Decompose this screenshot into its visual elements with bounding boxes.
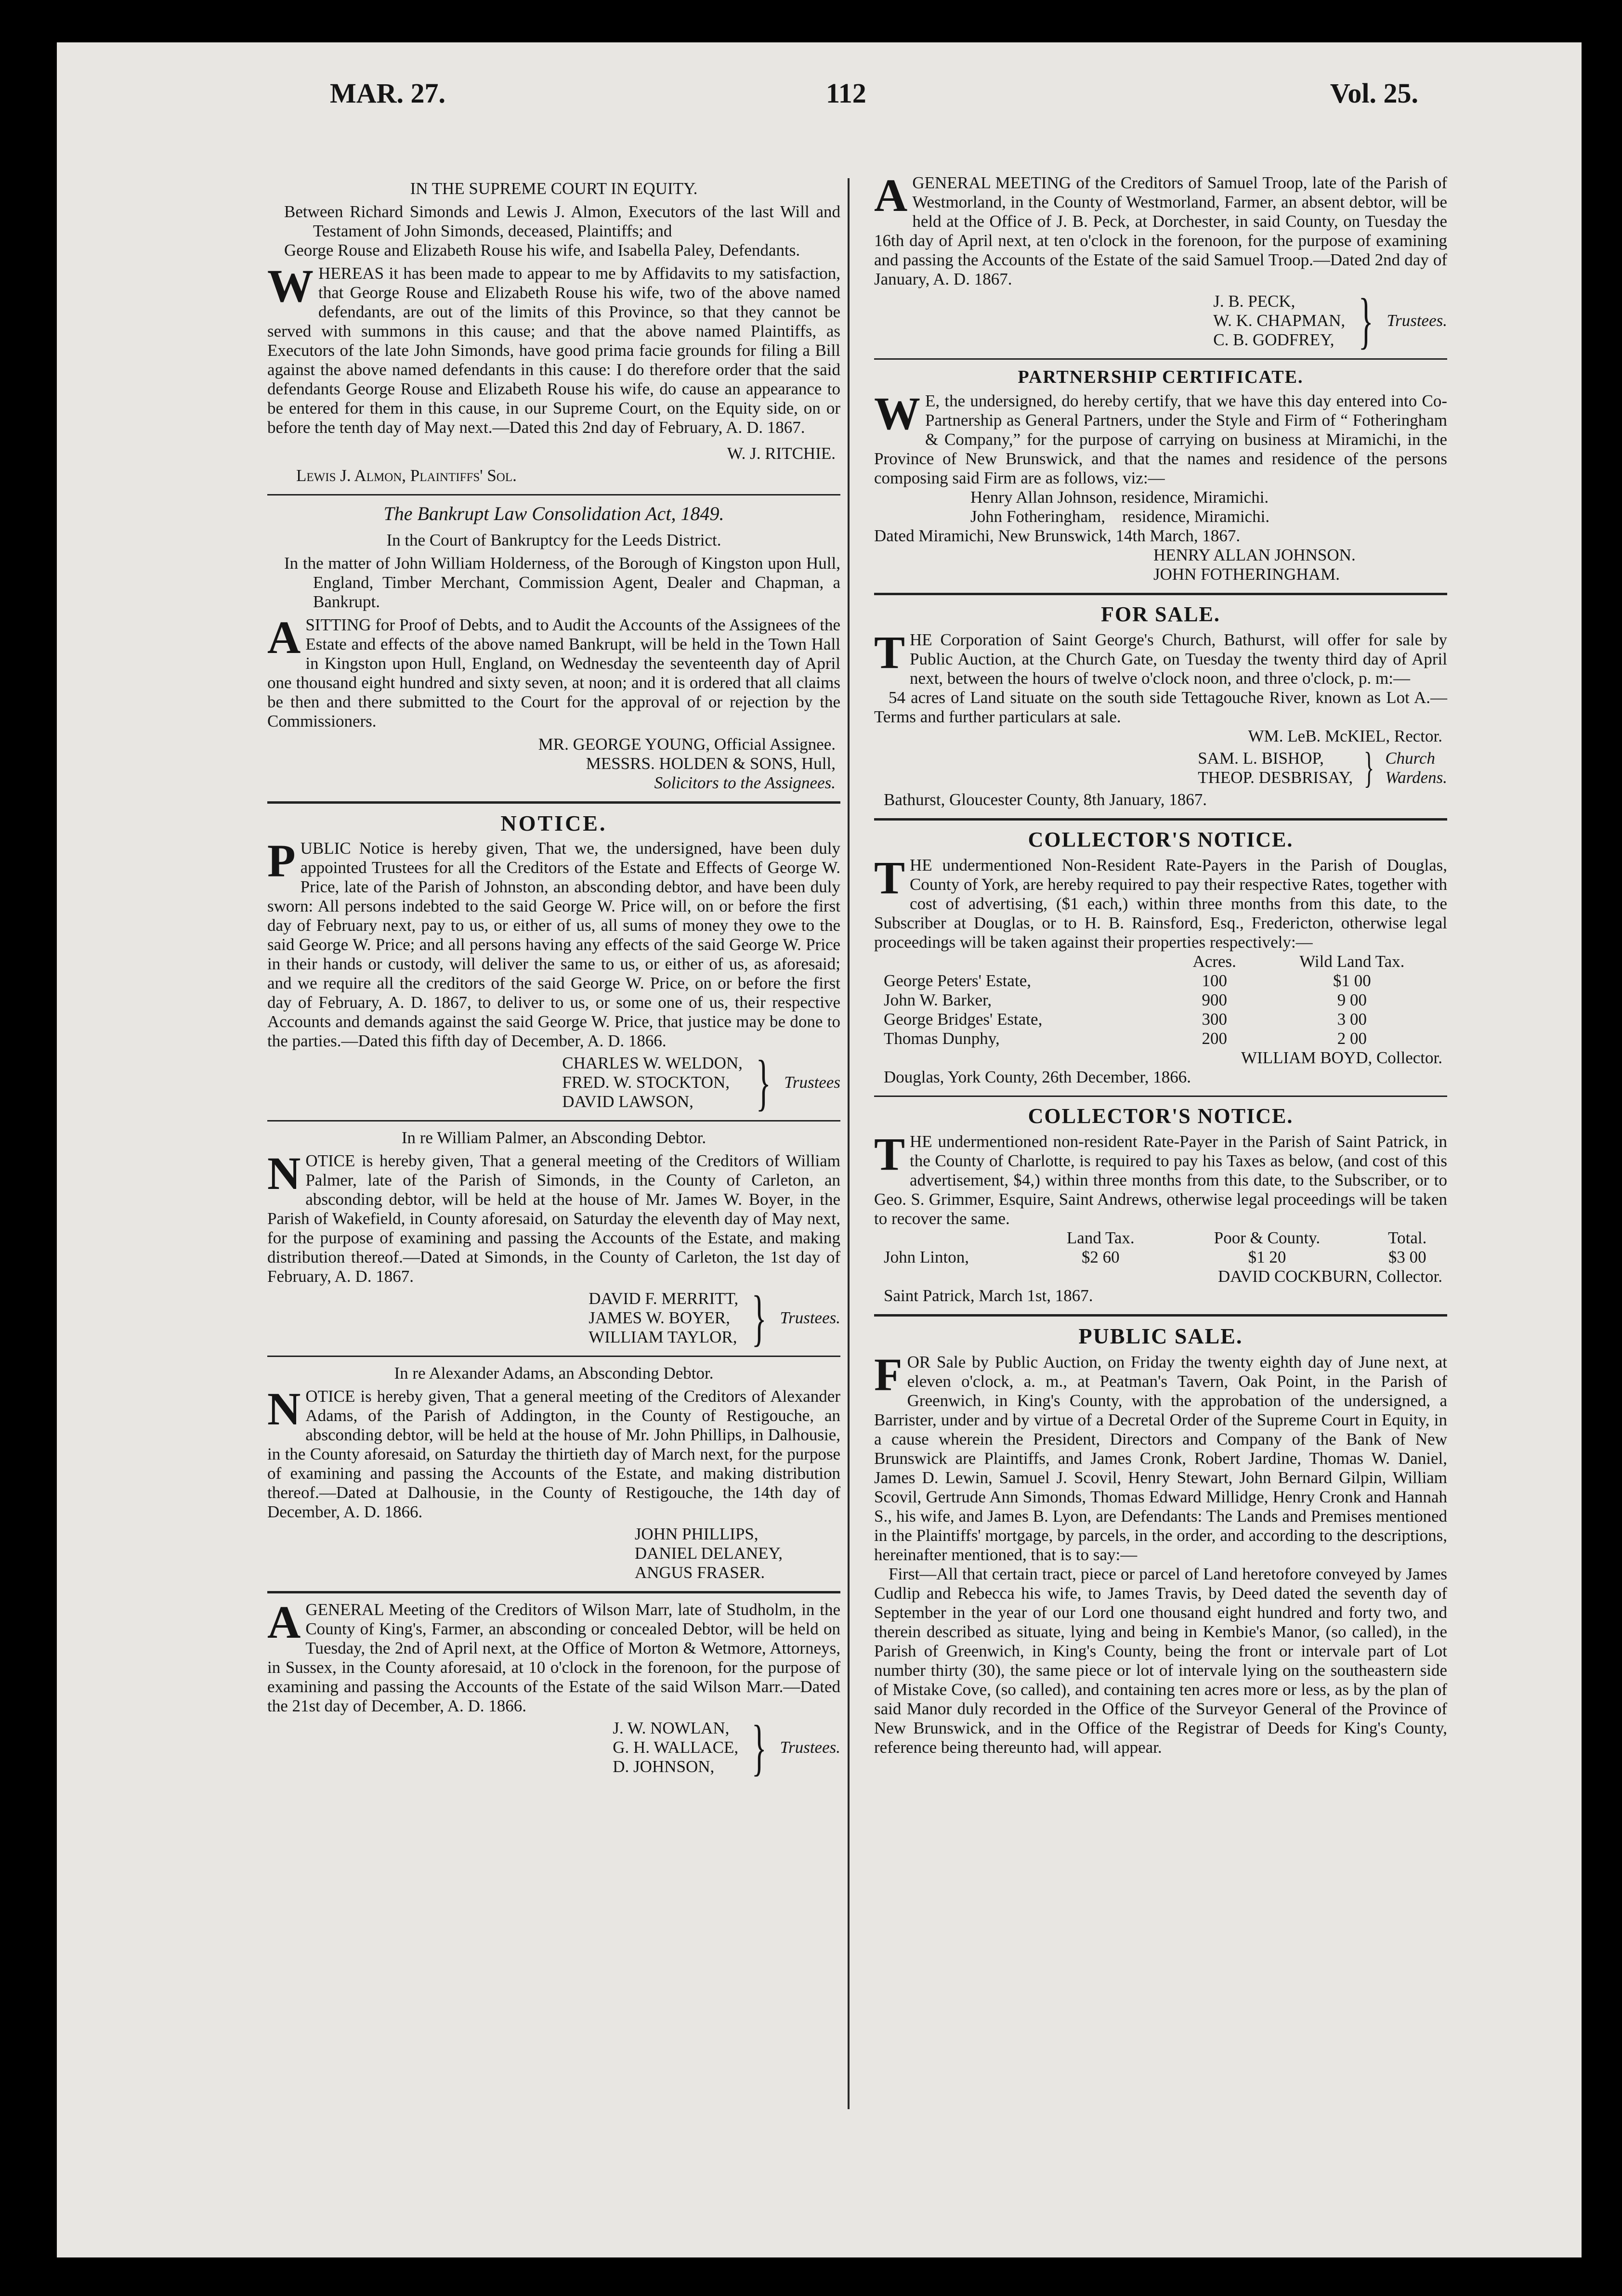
payer-acres: 300 [1202,1010,1227,1029]
troop-notice [874,170,1447,355]
equity-parties-defendants: George Rouse and Elizabeth Rouse his wife, and Isabella Paley, Defendants. [284,241,800,260]
trustee-name: WILLIAM TAYLOR, [589,1328,737,1346]
payer-tax: 9 00 [1337,991,1367,1009]
page-number: 112 [826,78,866,109]
bankrupt-solicitors-role: Solicitors to the Assignees. [654,773,836,792]
trustee-name: CHARLES W. WELDON, [562,1054,743,1072]
equity-solicitor: Lewis J. Almon, Plaintiffs' Sol. [296,466,517,485]
for-sale-dated: Bathurst, Gloucester County, 8th January, 1867. [884,790,1207,809]
partner-residence: Henry Allan Johnson, residence, Miramichi. [970,488,1269,507]
collector-title: COLLECTOR'S NOTICE. [1028,828,1294,851]
trustee-name: DAVID F. MERRITT, [589,1289,739,1308]
trustee-name: DANIEL DELANEY, [634,1544,783,1563]
partnership-dated: Dated Miramichi, New Brunswick, 14th March, 1867. [874,526,1241,545]
drop-cap: N [267,1148,301,1199]
payer-acres: 100 [1202,971,1227,990]
public-sale-first-parcel: First—All that certain tract, piece or parcel of Land heretofore conveyed by James Cudlip and Rebecca his wife, to James Travis, by Deed dated the seventh day of September in the year of our Lord one thousand eight hundred and forty two, and therein described as situate, lying and being in Kembie's Manor, (so called), in the Parish of Greenwich, in King's County, being the front or intervale part of Lot number thirty (30), the same piece or lot of intervale lying on the southeastern side of Mistake Cove, (so called), and containing ten acres more or less, as by the plan of said Manor duly recorded in the Office of the Surveyor General of the Province of New Brunswick, and in the Office of the Registrar of Deeds for King's County, reference being thereunto had, will appear. [874,1565,1447,1757]
drop-cap: N [267,1383,301,1435]
trustee-role: Trustees. [1387,311,1447,330]
trustee-role: Trustees. [780,1738,840,1757]
warden-name: SAM. L. BISHOP, [1198,749,1324,768]
section-rule [874,1314,1447,1317]
partnership-body-text: E, the undersigned, do hereby certify, that we have this day entered into Co-Partnership as General Partners, under the Style and Firm of “ Fotheringham & Company,” for the purpose of carrying on business at Miramichi, in the Province of New Brunswick, and that the names and residence of the persons composing said Firm are as follows, viz:— [874,391,1447,487]
equity-notice [267,179,840,485]
partner-signature: JOHN FOTHERINGHAM. [1153,565,1340,584]
drop-cap: T [874,1128,905,1180]
warden-role: Church [1385,749,1436,768]
collector-signature: DAVID COCKBURN, Collector. [1217,1267,1442,1286]
equity-title: IN THE SUPREME COURT IN EQUITY. [410,179,698,198]
drop-cap: W [267,260,314,312]
tax-table [874,1228,1447,1267]
equity-parties-plaintiffs: Between Richard Simonds and Lewis J. Almon, Executors of the last Will and Testament of John Simonds, deceased, Plaintiffs; and [284,202,840,240]
marr-body-text: GENERAL Meeting of the Creditors of Wilson Marr, late of Studholm, in the County of King's, Farmer, an absconding or concealed Debtor, will be held on Tuesday, the 2nd of April next, at the Office of Morton & Wetmore, Attorneys, in Sussex, in the County aforesaid, at 10 o'clock in the forenoon, for the purpose of examining and passing the Accounts of the Estate of the said Wilson Marr.—Dated the 21st day of December, A. D. 1866. [267,1600,840,1715]
issue-date: MAR. 27. [330,78,446,109]
trustee-name: JAMES W. BOYER, [589,1308,730,1327]
column-divider [848,178,850,2109]
marr-trustees [267,1713,840,1782]
table-row [874,1010,1447,1029]
church-wardens [874,744,1447,792]
brace-glyph: } [1363,744,1374,792]
equity-judge: W. J. RITCHIE. [727,444,836,463]
rate-payers-table [874,952,1447,1048]
for-sale-rector: WM. LeB. McKIEL, Rector. [1248,727,1442,745]
bankrupt-body [267,612,840,731]
column-header: Total. [1388,1228,1427,1247]
table-header-row [874,952,1447,971]
section-rule [874,1096,1447,1097]
notice-title: NOTICE. [500,811,607,835]
column-header: Wild Land Tax. [1299,952,1405,971]
palmer-trustees [267,1283,840,1353]
table-header-row [874,1228,1447,1248]
troop-body-text: GENERAL MEETING of the Creditors of Samuel Troop, late of the Parish of Westmorland, in the County of Westmorland, Farmer, an absent debtor, will be held at the Office of J. B. Peck, at Dorchester, in said County, on Tuesday the 16th day of April next, at ten o'clock in the forenoon, for the purpose of examining and passing the Accounts of the Estate of the said Samuel Troop.—Dated 2nd day of January, A. D. 1867. [874,173,1447,288]
adams-trustees [267,1525,840,1582]
volume-number: Vol. 25. [1330,78,1418,109]
bankrupt-body-text: SITTING for Proof of Debts, and to Audit the Accounts of the Assignees of the Estate and effects of the above named Bankrupt, will be held in the Town Hall in Kingston upon Hull, England, on Wednesday the seventeenth day of April one thousand eight hundred and sixty seven, at noon; and it is ordered that all claims be then and there submitted to the Court for the approval of or rejection by the Commissioners. [267,615,840,731]
collector-notice-douglas [874,827,1447,1087]
partnership-title: PARTNERSHIP CERTIFICATE. [1018,367,1304,387]
for-sale-body-text: HE Corporation of Saint George's Church, Bathurst, will offer for sale by Public Auction, at the Church Gate, on Tuesday the twenty third day of April next, between the hours of twelve o'clock noon, and three o'clock, p. m:— [910,630,1447,688]
trustee-name: J. B. PECK, [1213,292,1295,311]
land-tax: $2 60 [1081,1248,1120,1266]
drop-cap: A [874,170,908,221]
public-sale-body-text: OR Sale by Public Auction, on Friday the twenty eighth day of June next, at eleven o'clock, a. m., at Peatman's Tavern, Oak Point, in the Parish of Greenwich, in King's County, with the approbation of the undersigned, a Barrister, under and by virtue of a Decretal Order of the Supreme Court in Equity, in a cause wherein the President, Directors and Company of the Bank of New Brunswick are Plaintiffs, and James Cronk, Robert Jardine, Thomas W. Daniel, James D. Lewin, Samuel J. Scovil, Henry Stewart, John Bernard Gilpin, William Scovil, Gertrude Ann Simonds, Thomas Edward Millidge, Henry Cronk and Hannah S., his wife, and James B. Lyon, are Defendants: The Lands and Premises mentioned in the Plaintiffs' mortgage, by parcels, in the order, and according to the descriptions, hereinafter mentioned, that is to say:— [874,1353,1447,1564]
collector-notice-saint-patrick [874,1104,1447,1305]
drop-cap: A [267,1596,301,1648]
payer-tax: 2 00 [1337,1029,1367,1048]
section-rule [874,358,1447,360]
payer-name: George Bridges' Estate, [884,1010,1043,1029]
palmer-body-text: OTICE is hereby given, That a general meeting of the Creditors of William Palmer, late of the Parish of Simonds, in the County of Carleton, an absconding debtor, will be held at the house of Mr. James W. Boyer, in the Parish of Wakefield, in County aforesaid, on Saturday the eleventh day of May next, for the purpose of examining and passing the Accounts of the Estate, and making distribution thereof.—Dated at Simonds, in the County of Carleton, the 1st day of February, A. D. 1867. [267,1151,840,1286]
collector-dated: Saint Patrick, March 1st, 1867. [884,1286,1093,1305]
for-sale-body [874,626,1447,688]
drop-cap: P [267,835,296,887]
price-body-text: UBLIC Notice is hereby given, That we, the undersigned, have been duly appointed Trustees for all the Creditors of the Estate and Effects of George W. Price, late of the Parish of Johnston, an absconding debtor, and have been duly sworn: All persons indebted to the said George W. Price will, on or before the first day of February next, pay to us, or either of us, all sums of money they owe to the said George W. Price; and all persons having any effects of the said George W. Price in their hands or custody, will deliver the same to us, or either of us, as aforesaid; and we require all the creditors of the said George W. Price, on or before the first day of February, A. D. 1867, to deliver to us, or some one of us, their respective Accounts and demands against the said George W. Price, that justice may be done to the parties.—Dated this fifth day of December, A. D. 1866. [267,839,840,1050]
collector-body [874,1128,1447,1228]
payer-name: John W. Barker, [884,991,992,1009]
payer-acres: 200 [1202,1029,1227,1048]
drop-cap: A [267,612,301,663]
drop-cap: T [874,626,905,678]
table-row [874,1248,1447,1267]
payer-tax: $1 00 [1333,971,1371,990]
section-rule [267,1591,840,1593]
section-rule [874,818,1447,821]
collector-body [874,852,1447,952]
for-sale-title: FOR SALE. [1101,602,1220,626]
price-body [267,835,840,1051]
marr-notice [267,1596,840,1782]
brace-glyph: } [751,1713,767,1782]
for-sale-land: 54 acres of Land situate on the south side Tettagouche River, known as Lot A.—Terms and further particulars at sale. [874,688,1447,726]
equity-body-text: HEREAS it has been made to appear to me by Affidavits to my satisfaction, that George Rouse and Elizabeth Rouse his wife, two of the above named defendants, are out of the limits of this Province, so that they cannot be served with summons in this cause; and that the above named Plaintiffs, as Executors of the late John Simonds, have good prima facie grounds for filing a Bill against the above named defendants in this cause: I do therefore order that the said defendants George Rouse and Elizabeth Rouse his wife, do cause an appearance to be entered for them in this cause, in our Supreme Court, on the Equity side, on or before the tenth day of May next.—Dated this 2nd day of February, A. D. 1867. [267,264,840,437]
total-tax: $3 00 [1388,1248,1426,1266]
palmer-notice [267,1128,840,1353]
trustee-name: G. H. WALLACE, [613,1738,739,1757]
payer-name: George Peters' Estate, [884,971,1031,990]
public-sale-body [874,1349,1447,1565]
bankrupt-title: The Bankrupt Law Consolidation Act, 1849. [383,503,724,524]
right-column [874,170,1447,1757]
column-header: Land Tax. [1066,1228,1135,1247]
trustee-name: D. JOHNSON, [613,1757,715,1776]
partner-signature: HENRY ALLAN JOHNSON. [1153,546,1356,564]
brace-glyph: } [1358,286,1373,355]
bankrupt-solicitors: MESSRS. HOLDEN & SONS, Hull, [586,754,836,773]
adams-notice [267,1364,840,1582]
bankrupt-notice [267,502,840,793]
marr-body [267,1596,840,1716]
collector-dated: Douglas, York County, 26th December, 1866. [884,1068,1191,1086]
poor-county-tax: $1 20 [1248,1248,1286,1266]
trustee-name: JOHN PHILLIPS, [634,1525,759,1543]
page-header [267,77,1418,125]
bankrupt-assignee: MR. GEORGE YOUNG, Official Assignee. [538,735,836,754]
left-column [267,173,840,1782]
drop-cap: T [874,852,905,903]
adams-body [267,1383,840,1522]
trustee-role: Trustees. [780,1308,840,1327]
payer-name: John Linton, [884,1248,969,1266]
public-sale-title: PUBLIC SALE. [1078,1324,1243,1348]
troop-body [874,170,1447,289]
brace-glyph: } [751,1283,767,1353]
section-rule [267,1356,840,1357]
equity-body [267,260,840,437]
section-rule [267,801,840,804]
table-row [874,991,1447,1010]
section-rule [874,593,1447,595]
drop-cap: W [874,388,920,439]
warden-role: Wardens. [1385,768,1447,787]
collector-body-text: HE undermentioned non-resident Rate-Payer in the Parish of Saint Patrick, in the County of Charlotte, is required to pay his Taxes as below, (and cost of this advertisement, $4,) within three months from this date, to the Subscriber, or to Geo. S. Grimmer, Esquire, Saint Andrews, otherwise legal proceedings will be taken to recover the same. [874,1132,1447,1228]
price-notice [267,810,840,1117]
trustee-name: J. W. NOWLAN, [613,1719,730,1737]
palmer-title: In re William Palmer, an Absconding Debtor. [401,1128,706,1147]
partnership-certificate [874,366,1447,584]
collector-title: COLLECTOR'S NOTICE. [1028,1104,1294,1128]
column-header: Poor & County. [1214,1228,1321,1247]
partnership-body [874,388,1447,488]
trustee-name: DAVID LAWSON, [562,1092,693,1111]
drop-cap: F [874,1349,903,1400]
payer-tax: 3 00 [1337,1010,1367,1029]
collector-body-text: HE undermentioned Non-Resident Rate-Payers in the Parish of Douglas, County of York, are hereby required to pay their respective Rates, together with cost of advertising, ($1 each,) within three months from this date, to the Subscriber at Douglas, or to H. B. Rainsford, Esq., Fredericton, otherwise legal proceedings will be taken against their properties respectively:— [874,856,1447,952]
brace-glyph: } [756,1048,771,1117]
section-rule [267,1120,840,1122]
table-row [874,971,1447,991]
trustee-name: W. K. CHAPMAN, [1213,311,1346,330]
partner-residence: John Fotheringham, residence, Miramichi. [970,507,1270,526]
trustee-name: ANGUS FRASER. [634,1563,765,1582]
trustee-role: Trustees [784,1073,840,1092]
trustee-name: C. B. GODFREY, [1213,330,1334,349]
troop-trustees [874,286,1447,355]
bankrupt-matter: In the matter of John William Holderness, of the Borough of Kingston upon Hull, England, Timber Merchant, Commission Agent, Dealer and Chapman, a Bankrupt. [284,554,840,611]
payer-name: Thomas Dunphy, [884,1029,1000,1048]
payer-acres: 900 [1202,991,1227,1009]
warden-name: THEOP. DESBRISAY, [1198,768,1353,787]
adams-title: In re Alexander Adams, an Absconding Debtor. [394,1364,714,1383]
column-header: Acres. [1192,952,1236,971]
bankrupt-court: In the Court of Bankruptcy for the Leeds District. [386,531,721,549]
trustee-name: FRED. W. STOCKTON, [562,1073,730,1092]
public-sale-notice [874,1323,1447,1757]
section-rule [267,494,840,496]
price-trustees [267,1048,840,1117]
adams-body-text: OTICE is hereby given, That a general meeting of the Creditors of Alexander Adams, of the Parish of Addington, in the County of Restigouche, an absconding debtor, will be held at the house of Mr. John Phillips, in Dalhousie, in the County aforesaid, on Saturday the thirtieth day of March next, for the purpose of examining and passing the Accounts of the Estate, and making distribution thereof.—Dated at Dalhousie, in the County of Restigouche, the 14th day of December, A. D. 1866. [267,1387,840,1521]
palmer-body [267,1148,840,1286]
collector-signature: WILLIAM BOYD, Collector. [1241,1048,1442,1067]
for-sale-notice [874,602,1447,809]
table-row [874,1029,1447,1048]
